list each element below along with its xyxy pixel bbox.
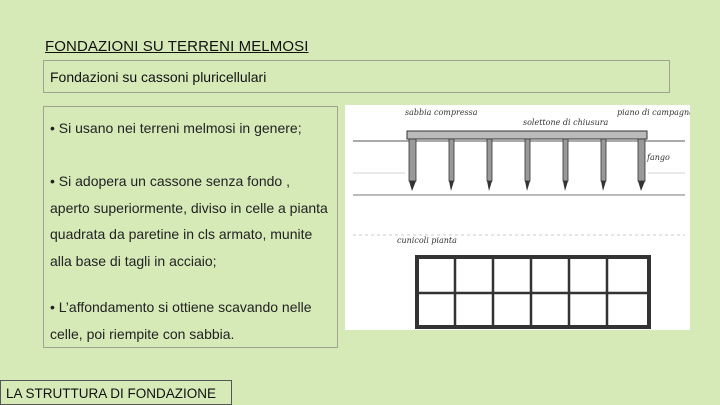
label-slab: solettone di chiusura bbox=[523, 118, 609, 127]
footer-label: LA STRUTTURA DI FONDAZIONE bbox=[6, 386, 217, 401]
cutting-edges bbox=[409, 181, 645, 191]
caisson-walls bbox=[409, 139, 645, 181]
label-sand: sabbia compressa bbox=[405, 108, 478, 117]
slide-heading: FONDAZIONI SU TERRENI MELMOSI bbox=[45, 38, 309, 55]
caisson-figure bbox=[345, 105, 690, 330]
slide-subtitle: Fondazioni su cassoni pluricellulari bbox=[50, 69, 267, 85]
bullet-item: • L’affondamento si ottiene scavando nelle celle, poi riempite con sabbia. bbox=[50, 299, 312, 342]
bullet-list bbox=[43, 106, 338, 348]
label-ground: piano di campagna bbox=[617, 108, 690, 117]
top-slab bbox=[407, 131, 647, 139]
bullet-item: • Si adopera un cassone senza fondo , aperto superiormente, diviso in celle a pianta quadrata da paretine in cls armato, munite alla base di tagli in acciaio; bbox=[50, 173, 328, 269]
footer-box bbox=[0, 380, 232, 405]
bullet-item: • Si usano nei terreni melmosi in genere; bbox=[50, 120, 302, 136]
plan-cells bbox=[417, 257, 649, 327]
label-mud: fango bbox=[647, 153, 670, 162]
subtitle-box bbox=[43, 60, 670, 93]
caisson-drawing bbox=[345, 105, 690, 330]
label-plan: cunicoli pianta bbox=[397, 236, 457, 245]
